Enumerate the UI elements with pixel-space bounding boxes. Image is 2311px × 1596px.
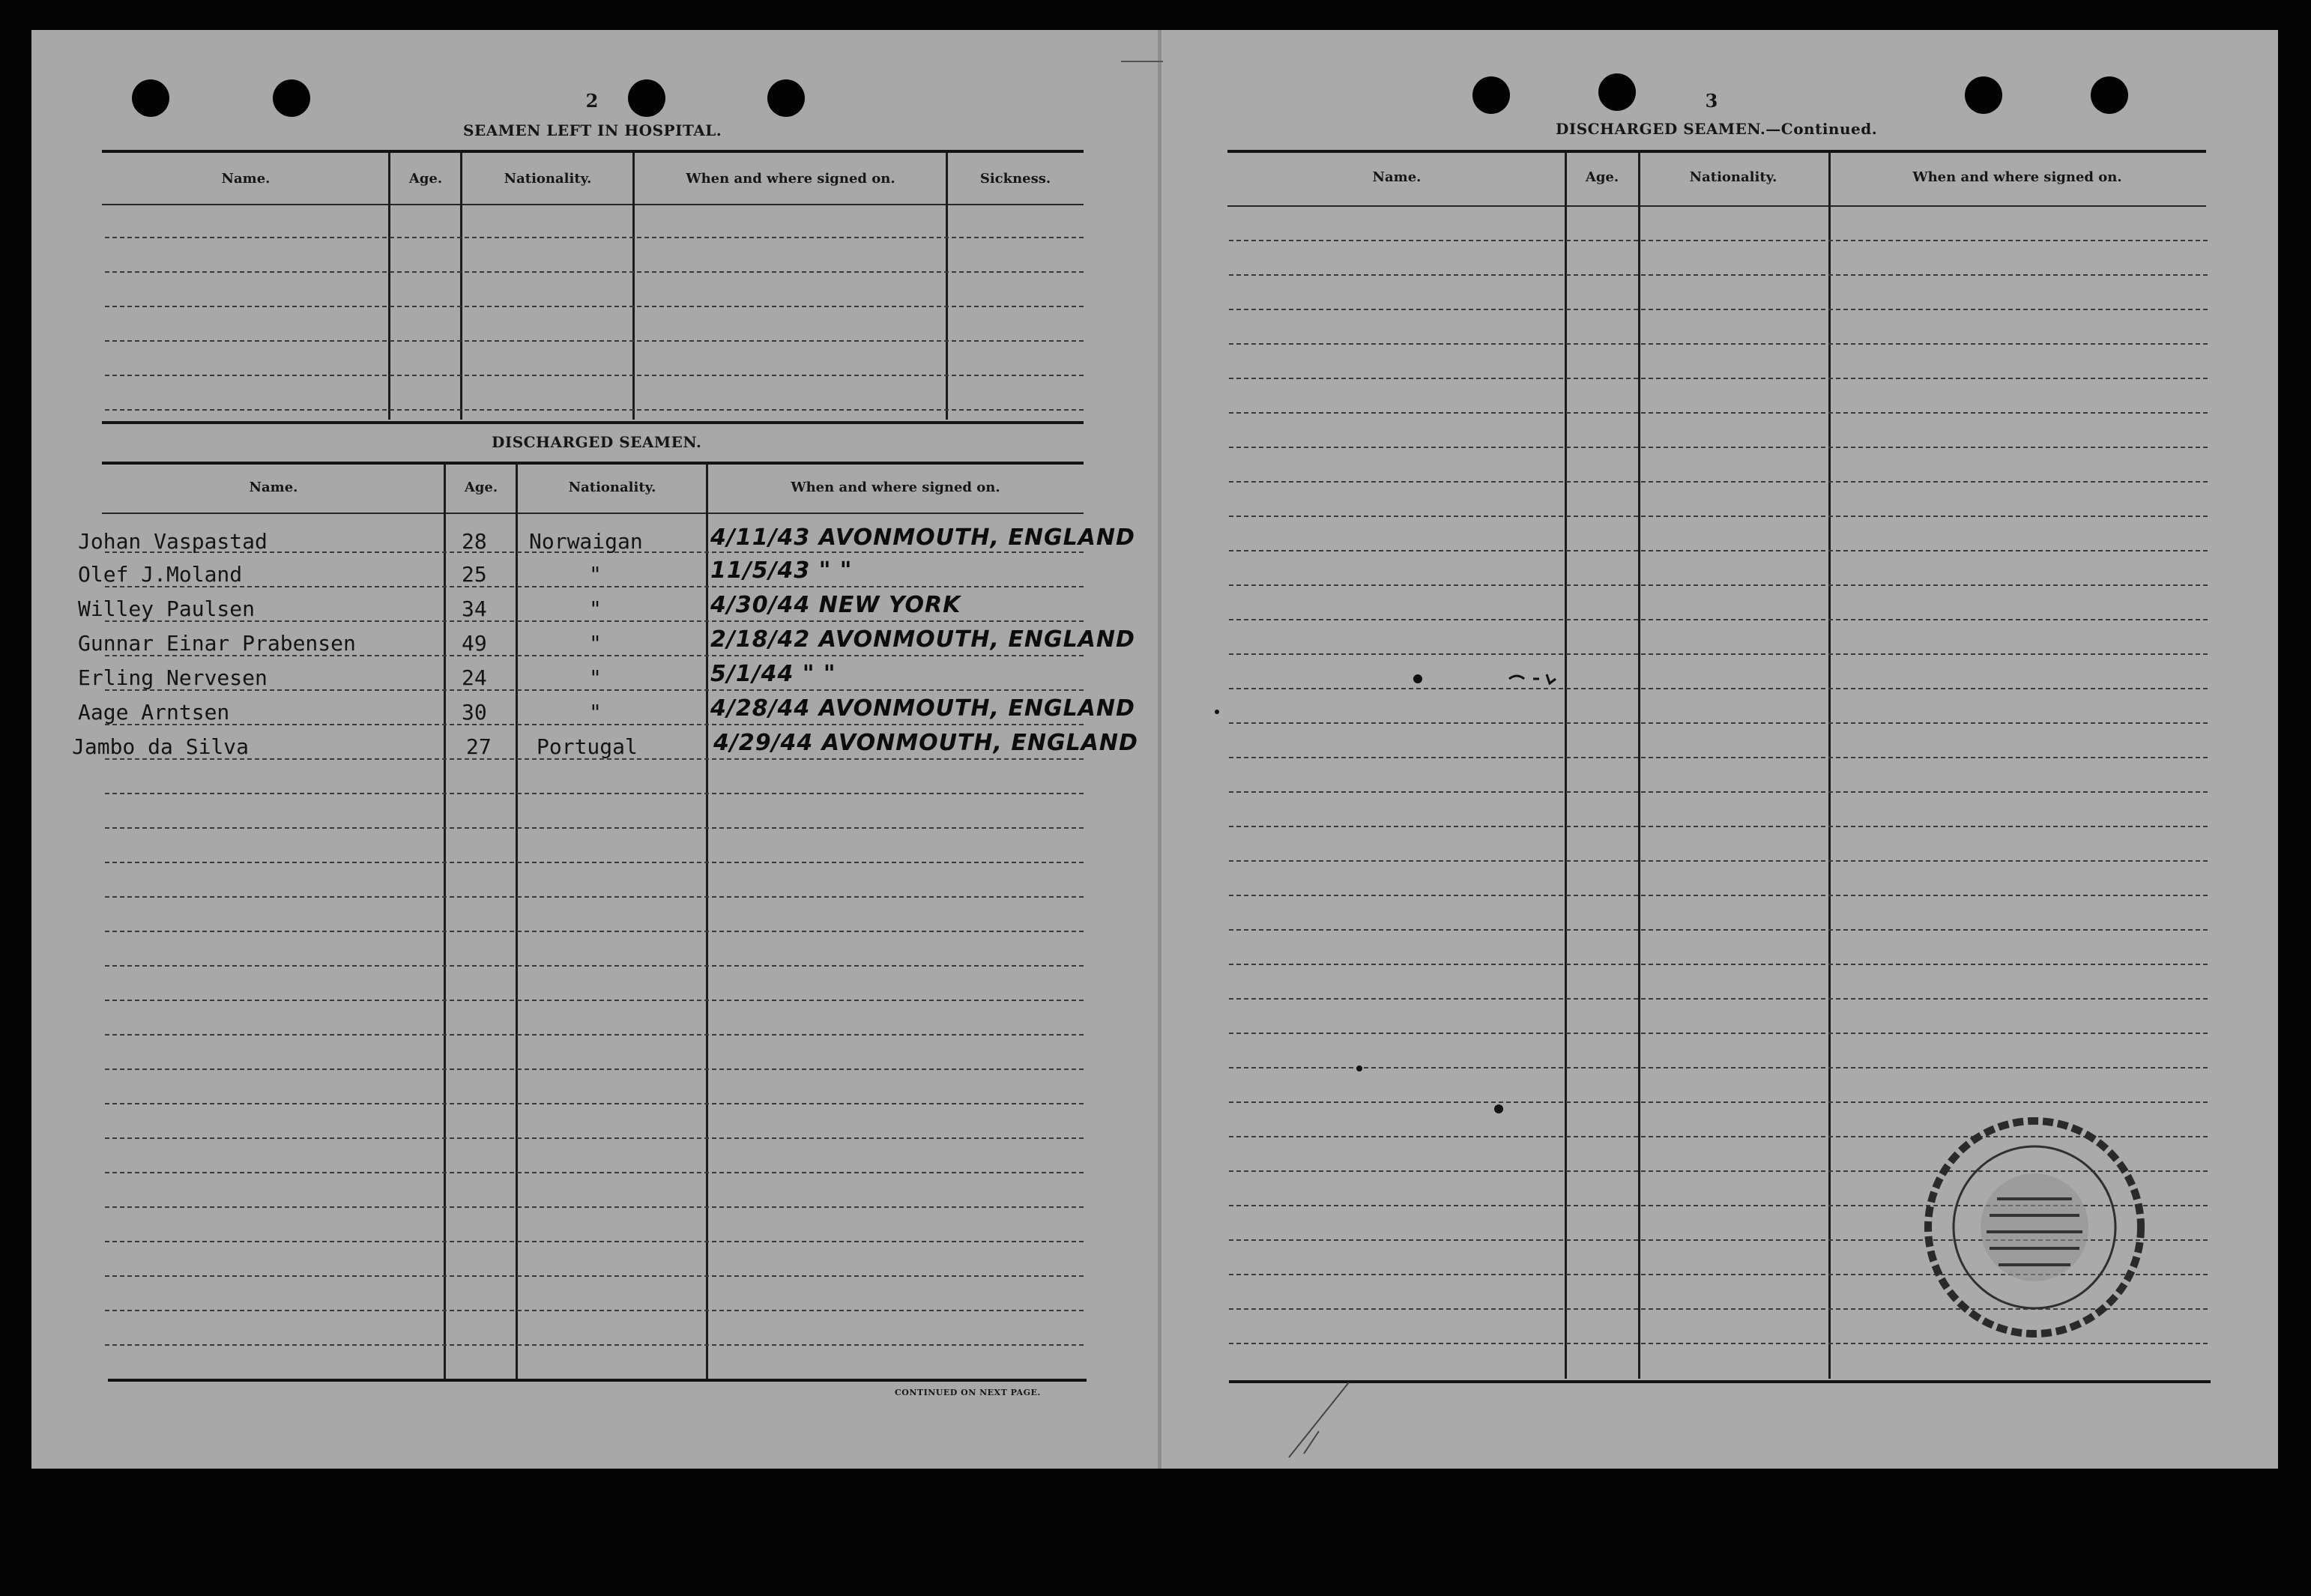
discharged-section-title: DISCHARGED SEAMEN. [492,433,702,451]
seaman-name: Johan Vaspastad [78,529,268,554]
discharged-continued-title: DISCHARGED SEAMEN.—Continued. [1556,120,1878,138]
hospital-header-sickness: Sickness. [979,171,1051,187]
seaman-signed-on: 2/18/42 AVONMOUTH, ENGLAND [710,626,1135,653]
seaman-age: 28 [462,529,487,554]
seaman-nationality: " [589,596,602,621]
seaman-name: Erling Nervesen [78,665,268,690]
hospital-header-age: Age. [408,171,443,187]
seaman-nationality: " [589,665,602,690]
hospital-header-nationality: Nationality. [504,171,592,187]
seaman-age: 24 [462,665,487,690]
right-header-age: Age. [1585,169,1619,185]
page-number-left: 2 [585,90,599,112]
continued-note: CONTINUED ON NEXT PAGE. [895,1388,1041,1397]
discharged-header-nationality: Nationality. [568,480,656,495]
seaman-nationality: Portugal [537,734,638,759]
seaman-nationality: " [589,562,602,587]
hospital-header-signed-on: When and where signed on. [686,171,895,187]
right-header-name: Name. [1372,169,1422,185]
discharged-header-age: Age. [464,480,498,495]
discharged-header-signed-on: When and where signed on. [791,480,1000,495]
seaman-name: Jambo da Silva [72,734,250,759]
seaman-signed-on: 4/11/43 AVONMOUTH, ENGLAND [710,525,1135,551]
seaman-name: Olef J.Moland [78,562,243,587]
seaman-name: Willey Paulsen [78,596,256,621]
seaman-nationality: " [589,700,602,725]
discharged-header-name: Name. [249,480,298,495]
seaman-signed-on: 4/30/44 NEW YORK [710,592,961,618]
seaman-signed-on: 11/5/43 " " [710,557,853,584]
seaman-name: Gunnar Einar Prabensen [78,631,356,656]
seaman-signed-on: 4/29/44 AVONMOUTH, ENGLAND [713,730,1138,756]
seaman-signed-on: 5/1/44 " " [710,661,836,687]
right-header-nationality: Nationality. [1689,169,1777,185]
seaman-nationality: " [589,631,602,656]
seaman-age: 49 [462,631,487,656]
seaman-age: 30 [462,700,487,725]
seaman-nationality: Norwaigan [529,529,643,554]
seaman-signed-on: 4/28/44 AVONMOUTH, ENGLAND [710,695,1135,722]
hospital-header-name: Name. [221,171,271,187]
seaman-age: 27 [466,734,492,759]
seaman-name: Aage Arntsen [78,700,230,725]
seaman-age: 25 [462,562,487,587]
seaman-age: 34 [462,596,487,621]
receiving-stamp [1915,1115,2154,1340]
hospital-section-title: SEAMEN LEFT IN HOSPITAL. [463,121,722,139]
right-header-signed-on: When and where signed on. [1912,169,2122,185]
page-number-right: 3 [1705,90,1718,112]
